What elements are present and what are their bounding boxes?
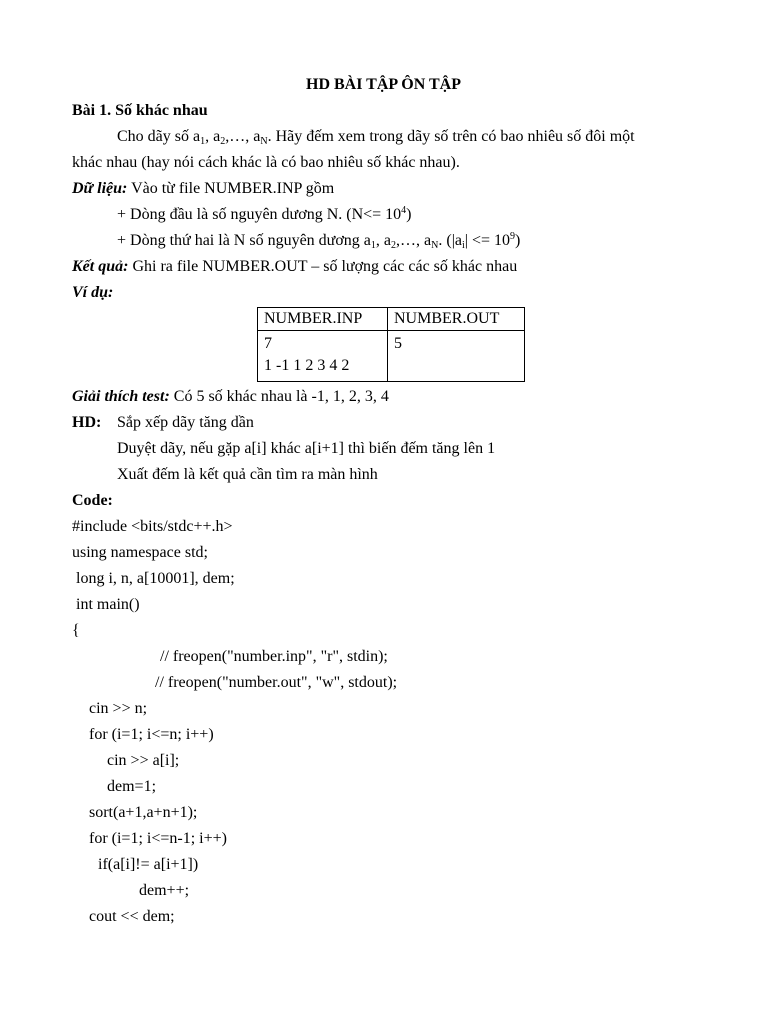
input-spec-line2: + Dòng thứ hai là N số nguyên dương $a_1$, $a_2,\dots$, $a_N$. $(|a_i| <= 10^9)$	[117, 231, 521, 251]
code-line-16: cout << dem;	[89, 908, 175, 925]
code-line-15: dem++;	[139, 882, 190, 899]
code-line-9: for (i=1; i<=n; i++)	[89, 726, 214, 743]
problem-description-line1: Cho dãy số $a_1$, $a_2,\dots$, $a_N$. Hãy đếm xem trong dãy số trên có bao nhiêu số đôi một	[117, 128, 635, 147]
hint-step-1: Sắp xếp dãy tăng dần	[117, 414, 254, 431]
input-spec-line1: + Dòng đầu là số nguyên dương N. $(N<= 10^4)$	[117, 205, 412, 223]
code-line-3: long i, n, a[10001], dem;	[76, 570, 235, 587]
test-explanation: Giải thích test: Có 5 số khác nhau là -1, 1, 2, 3, 4	[72, 388, 389, 405]
code-line-2: using namespace std;	[72, 544, 208, 561]
output-spec: Kết quả: Ghi ra file NUMBER.OUT – số lượng các các số khác nhau	[72, 258, 518, 275]
table-header-row	[258, 308, 525, 331]
code-line-14: if(a[i]!= a[i+1])	[98, 856, 199, 873]
code-line-4: int main()	[76, 596, 140, 613]
example-label: Ví dụ:	[72, 284, 114, 301]
output-spec-label: Kết quả:	[72, 258, 129, 275]
table-cell-inp	[258, 331, 388, 382]
example-table	[257, 307, 525, 382]
code-line-1: #include <bits/stdc++.h>	[72, 518, 233, 535]
hint-label: HD:	[72, 414, 102, 431]
input-spec: Dữ liệu: Vào từ file NUMBER.INP gồm	[72, 180, 335, 197]
code-line-12: sort(a+1,a+n+1);	[89, 804, 198, 821]
hint-step-2: Duyệt dãy, nếu gặp a[i] khác a[i+1] thì biến đếm tăng lên 1	[117, 440, 496, 457]
input-spec-label: Dữ liệu:	[72, 180, 128, 197]
hint-step-3: Xuất đếm là kết quả cần tìm ra màn hình	[117, 466, 378, 483]
table-header-inp: NUMBER.INP	[258, 308, 388, 331]
code-line-13: for (i=1; i<=n-1; i++)	[89, 830, 227, 847]
table-cell-out: 5	[388, 331, 525, 382]
code-label: Code:	[72, 492, 113, 509]
code-line-6: // freopen("number.inp", "r", stdin);	[160, 648, 388, 665]
test-explanation-label: Giải thích test:	[72, 388, 170, 405]
table-row	[258, 331, 525, 382]
code-line-10: cin >> a[i];	[107, 752, 180, 769]
code-line-7: // freopen("number.out", "w", stdout);	[155, 674, 398, 691]
code-line-8: cin >> n;	[89, 700, 148, 717]
code-line-5: {	[72, 622, 80, 639]
problem-description-line2: khác nhau (hay nói cách khác là có bao nhiêu số khác nhau).	[72, 154, 460, 171]
page-title: HD BÀI TẬP ÔN TẬP	[306, 76, 461, 93]
inp-line-2: 1 -1 1 2 3 4 2	[264, 357, 350, 374]
problem-heading: Bài 1. Số khác nhau	[72, 102, 208, 119]
inp-line-1: 7	[264, 335, 272, 352]
table-header-out: NUMBER.OUT	[388, 308, 525, 331]
code-line-11: dem=1;	[107, 778, 157, 795]
